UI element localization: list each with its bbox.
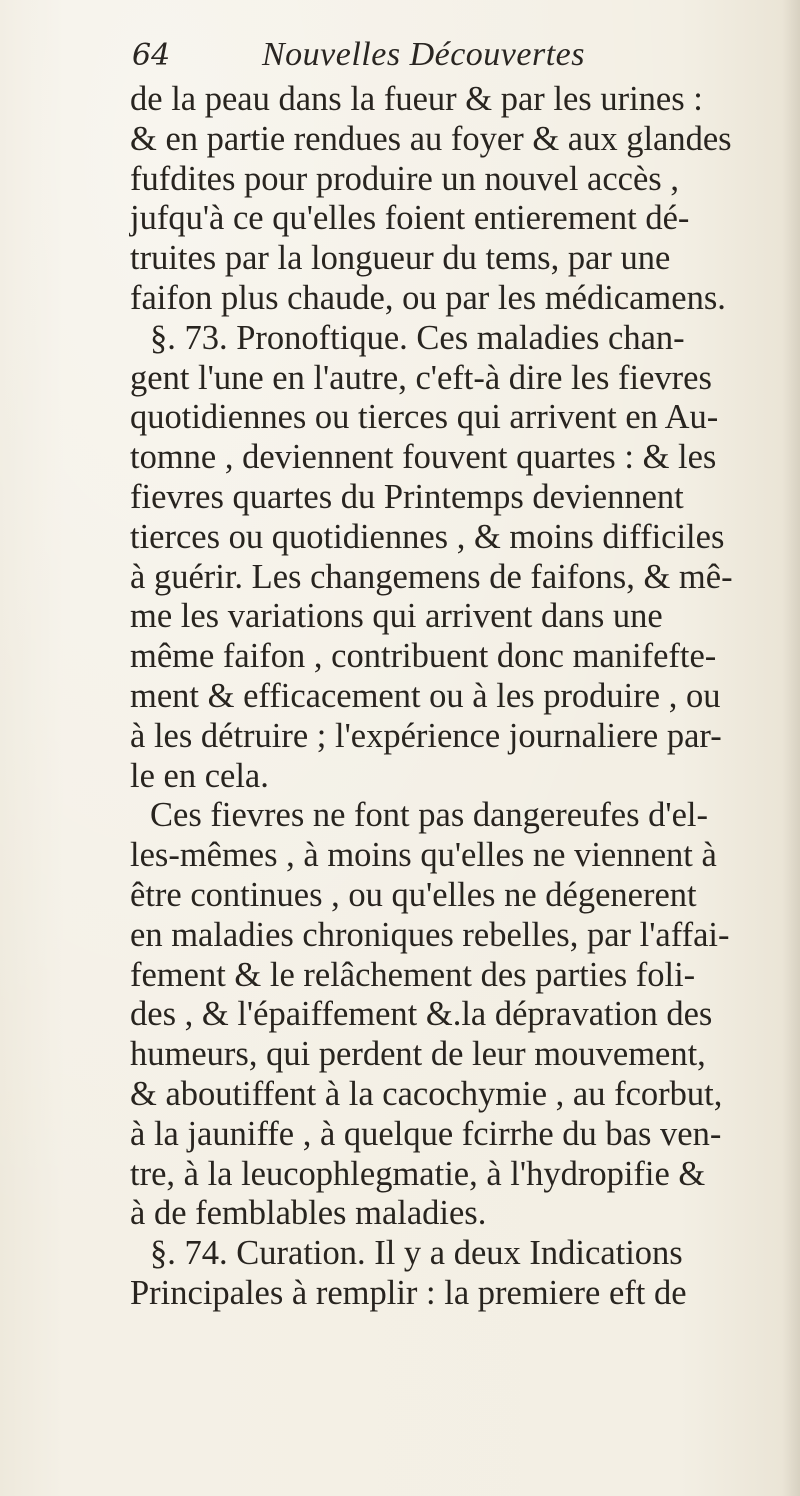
text-line: de la peau dans la fueur & par les urines : — [130, 80, 703, 118]
running-title: Nouvelles Découvertes — [262, 36, 585, 73]
text-line: faifon plus chaude, ou par les médicamens. — [130, 278, 726, 317]
text-line: le en cela. — [130, 756, 269, 795]
page-header — [132, 30, 752, 80]
body-text — [130, 80, 790, 1314]
text-line: à la jauniffe , à quelque fcirrhe du bas ven- — [130, 1114, 722, 1153]
text-line: être continues , ou qu'elles ne dégenerent — [130, 875, 697, 914]
text-line: fievres quartes du Printemps deviennent — [130, 477, 684, 516]
text-line: truites par la longueur du tems, par une — [130, 239, 671, 278]
text-line: tierces ou quotidiennes , & moins difficiles — [130, 517, 725, 556]
text-line: même faifon , contribuent donc manifefte- — [130, 637, 717, 676]
text-line: en maladies chroniques rebelles, par l'affai- — [130, 915, 730, 954]
text-line: gent l'une en l'autre, c'eft-à dire les fievres — [130, 358, 712, 397]
text-line: me les variations qui arrivent dans une — [130, 597, 663, 636]
text-line: fement & le relâchement des parties foli- — [130, 955, 696, 994]
text-line: à de femblables maladies. — [130, 1194, 487, 1233]
text-line: §. 73. Pronoftique. Ces maladies chan- — [150, 318, 685, 357]
text-line: fufdites pour produire un nouvel accès , — [130, 159, 679, 198]
text-line: humeurs, qui perdent de leur mouvement, — [130, 1035, 706, 1074]
text-line: à guérir. Les changemens de faifons, & mê- — [130, 557, 733, 596]
text-line: Principales à remplir : la premiere eft de — [130, 1273, 687, 1312]
text-line: ment & efficacement ou à les produire , ou — [130, 676, 721, 715]
text-line: tre, à la leucophlegmatie, à l'hydropifie & — [130, 1154, 706, 1193]
text-line: les-mêmes , à moins qu'elles ne viennent à — [130, 836, 717, 875]
text-line: & aboutiffent à la cacochymie , au fcorbut, — [130, 1074, 723, 1113]
text-line: jufqu'à ce qu'elles foient entierement dé- — [130, 199, 690, 238]
text-line: des , & l'épaiffement &.la dépravation des — [130, 995, 713, 1034]
text-line: §. 74. Curation. Il y a deux Indications — [150, 1234, 683, 1273]
text-line: tomne , deviennent fouvent quartes : & les — [130, 438, 717, 477]
text-line: & en partie rendues au foyer & aux glandes — [130, 119, 732, 158]
text-line: quotidiennes ou tierces qui arrivent en Au- — [130, 398, 719, 437]
text-line: Ces fievres ne font pas dangereufes d'el- — [150, 796, 708, 835]
page-number: 64 — [132, 38, 171, 73]
text-line: à les détruire ; l'expérience journaliere par- — [130, 716, 722, 755]
